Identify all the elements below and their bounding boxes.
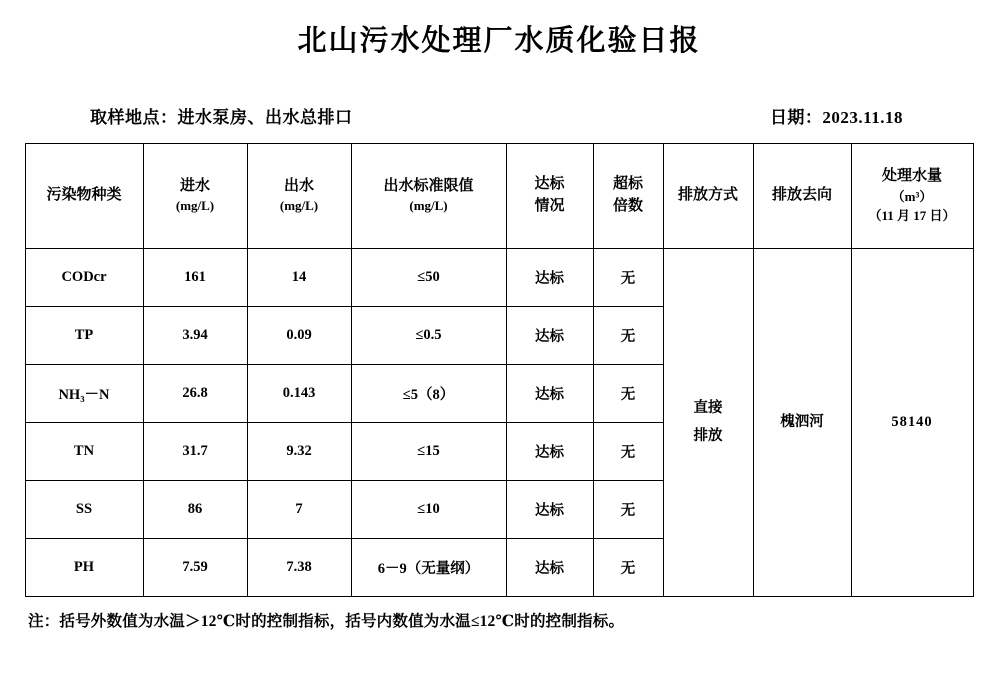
cell-discharge-destination: 槐泗河 bbox=[753, 249, 851, 597]
header-exceed-line1: 超标 bbox=[612, 176, 643, 193]
header-volume-line1: 处理水量 bbox=[881, 168, 942, 185]
table-row bbox=[25, 249, 973, 307]
header-discharge-mode bbox=[663, 144, 753, 249]
cell-meet: 达标 bbox=[506, 539, 593, 597]
cell-limit: ≤10 bbox=[351, 481, 506, 539]
cell-limit: ≤50 bbox=[351, 249, 506, 307]
cell-pollutant: CODcr bbox=[25, 249, 143, 307]
header-effluent-line1: 出水 bbox=[283, 177, 314, 194]
cell-exceed: 无 bbox=[593, 307, 663, 365]
header-pollutant-text: 污染物种类 bbox=[46, 187, 122, 204]
cell-pollutant: PH bbox=[25, 539, 143, 597]
header-volume bbox=[851, 144, 973, 249]
cell-influent: 161 bbox=[143, 249, 247, 307]
cell-exceed: 无 bbox=[593, 423, 663, 481]
cell-influent: 31.7 bbox=[143, 423, 247, 481]
header-discharge-mode-text: 排放方式 bbox=[677, 187, 738, 204]
report-page bbox=[0, 18, 998, 676]
cell-exceed: 无 bbox=[593, 365, 663, 423]
header-meet-line2: 情况 bbox=[534, 198, 565, 214]
header-discharge-destination-text: 排放去向 bbox=[771, 187, 832, 204]
discharge-mode-line1: 直接 bbox=[693, 399, 723, 416]
cell-meet: 达标 bbox=[506, 481, 593, 539]
cell-meet: 达标 bbox=[506, 365, 593, 423]
cell-discharge-mode bbox=[663, 249, 753, 597]
table-header-row bbox=[25, 144, 973, 249]
header-limit-line2: (mg/L) bbox=[409, 198, 448, 214]
cell-exceed: 无 bbox=[593, 249, 663, 307]
water-quality-table bbox=[25, 143, 974, 597]
header-discharge-destination bbox=[753, 144, 851, 249]
header-limit bbox=[351, 144, 506, 249]
header-effluent bbox=[247, 144, 351, 249]
cell-influent: 26.8 bbox=[143, 365, 247, 423]
cell-effluent: 0.143 bbox=[247, 365, 351, 423]
cell-exceed: 无 bbox=[593, 539, 663, 597]
footnote: 注：括号外数值为水温＞12℃时的控制指标，括号内数值为水温≤12℃时的控制指标。 bbox=[28, 613, 625, 630]
cell-limit: 6－9（无量纲） bbox=[351, 539, 506, 597]
cell-influent: 86 bbox=[143, 481, 247, 539]
header-meet bbox=[506, 144, 593, 249]
header-exceed-line2: 倍数 bbox=[612, 198, 643, 214]
cell-meet: 达标 bbox=[506, 307, 593, 365]
cell-pollutant: TN bbox=[25, 423, 143, 481]
header-pollutant bbox=[25, 144, 143, 249]
report-subheader bbox=[0, 103, 998, 129]
header-exceed bbox=[593, 144, 663, 249]
cell-pollutant: NH₃－N bbox=[25, 365, 143, 423]
header-volume-line3: （11 月 17 日） bbox=[868, 207, 956, 223]
cell-effluent: 7 bbox=[247, 481, 351, 539]
cell-effluent: 7.38 bbox=[247, 539, 351, 597]
header-effluent-line2: (mg/L) bbox=[279, 198, 319, 214]
header-meet-line1: 达标 bbox=[534, 176, 565, 193]
cell-pollutant: SS bbox=[25, 481, 143, 539]
header-limit-line1: 出水标准限值 bbox=[383, 177, 474, 194]
header-influent-line1: 进水 bbox=[179, 177, 210, 194]
cell-meet: 达标 bbox=[506, 423, 593, 481]
header-influent bbox=[143, 144, 247, 249]
cell-influent: 7.59 bbox=[143, 539, 247, 597]
cell-influent: 3.94 bbox=[143, 307, 247, 365]
discharge-mode-line2: 排放 bbox=[693, 427, 723, 444]
page-title: 北山污水处理厂水质化验日报 bbox=[297, 25, 701, 57]
cell-exceed: 无 bbox=[593, 481, 663, 539]
cell-limit: ≤5（8） bbox=[351, 365, 506, 423]
cell-limit: ≤0.5 bbox=[351, 307, 506, 365]
report-date-label: 日期：2023.11.18 bbox=[769, 108, 903, 127]
cell-meet: 达标 bbox=[506, 249, 593, 307]
cell-limit: ≤15 bbox=[351, 423, 506, 481]
sample-location-label: 取样地点：进水泵房、出水总排口 bbox=[90, 108, 353, 127]
cell-effluent: 9.32 bbox=[247, 423, 351, 481]
cell-pollutant: TP bbox=[25, 307, 143, 365]
cell-effluent: 14 bbox=[247, 249, 351, 307]
header-influent-line2: (mg/L) bbox=[175, 198, 215, 214]
cell-effluent: 0.09 bbox=[247, 307, 351, 365]
header-volume-line2: （m³） bbox=[891, 189, 933, 205]
cell-treated-volume: 58140 bbox=[851, 249, 973, 597]
